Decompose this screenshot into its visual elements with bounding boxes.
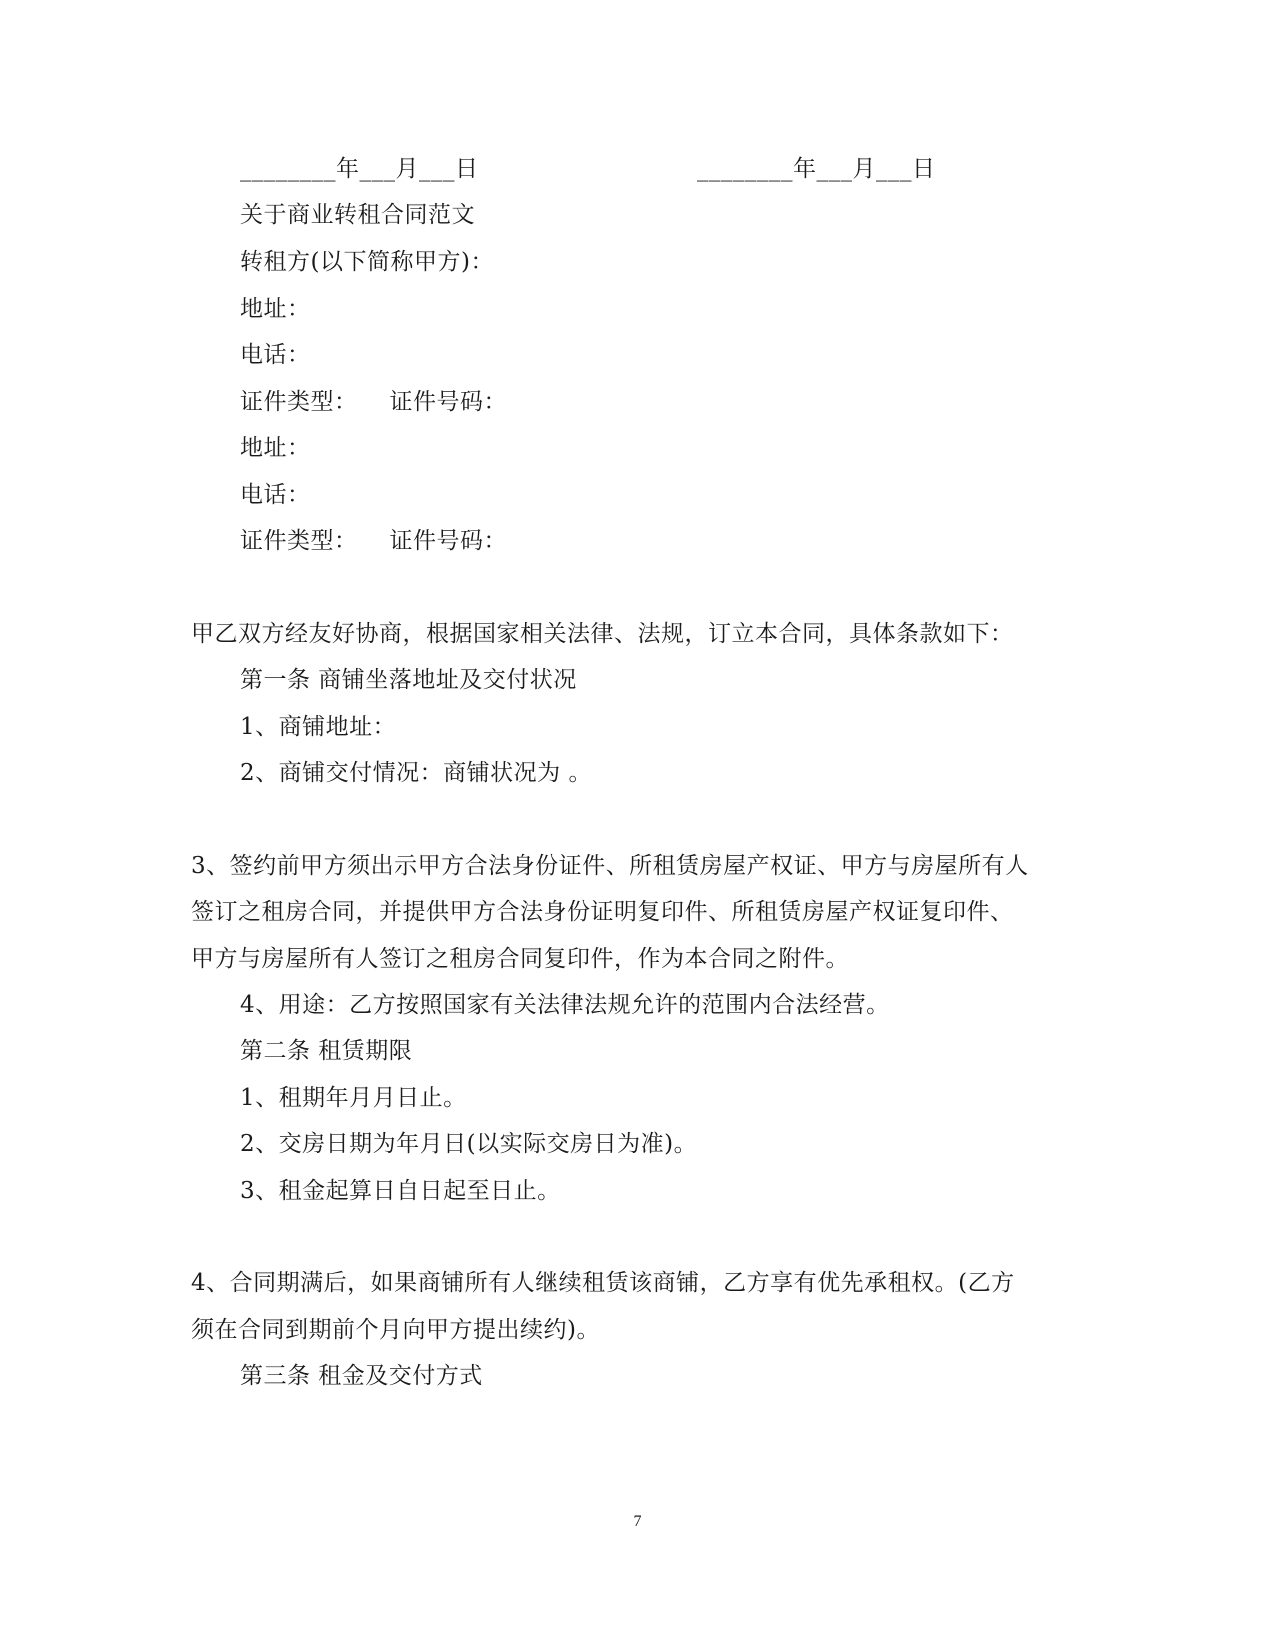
article2-heading: 第二条 租赁期限 xyxy=(240,1038,413,1064)
article2-item2: 2、交房日期为年月日(以实际交房日为准)。 xyxy=(240,1131,698,1157)
date-line-right xyxy=(697,154,936,184)
party-a-id-line xyxy=(240,387,507,417)
article1-item3-line3: 甲方与房屋所有人签订之租房合同复印件，作为本合同之附件。 xyxy=(191,946,849,972)
article2-item4-line2: 须在合同到期前个月向甲方提出续约)。 xyxy=(191,1317,600,1343)
party-b-id-number: 证件号码： xyxy=(389,528,507,554)
article1-item3-line2: 签订之租房合同，并提供甲方合法身份证明复印件、所租赁房屋产权证复印件、 xyxy=(191,899,1014,925)
party-b-address: 地址： xyxy=(240,435,311,461)
party-a-address: 地址： xyxy=(240,296,311,322)
party-b-id-line xyxy=(240,526,507,556)
page-number: 7 xyxy=(633,1513,642,1530)
party-a-id-type: 证件类型： xyxy=(240,389,358,415)
date-line xyxy=(240,154,479,184)
party-b-phone: 电话： xyxy=(240,482,311,508)
party-a-id-number: 证件号码： xyxy=(389,389,507,415)
article1-item3-line1: 3、签约前甲方须出示甲方合法身份证件、所租赁房屋产权证、甲方与房屋所有人 xyxy=(191,853,1029,879)
date-left: ________年___月___日 xyxy=(240,156,479,182)
preamble: 甲乙双方经友好协商，根据国家相关法律、法规，订立本合同，具体条款如下： xyxy=(191,621,1014,647)
date-right: ________年___月___日 xyxy=(697,156,936,182)
document-title: 关于商业转租合同范文 xyxy=(240,202,475,228)
party-b-id-type: 证件类型： xyxy=(240,528,358,554)
party-a-phone: 电话： xyxy=(240,342,311,368)
party-a-line: 转租方(以下简称甲方)： xyxy=(240,249,494,275)
article2-item3: 3、租金起算日自日起至日止。 xyxy=(240,1178,561,1204)
article1-item2: 2、商铺交付情况：商铺状况为 。 xyxy=(240,760,592,786)
article2-item1: 1、租期年月月日止。 xyxy=(240,1085,467,1111)
article3-heading: 第三条 租金及交付方式 xyxy=(240,1363,483,1389)
article1-heading: 第一条 商铺坐落地址及交付状况 xyxy=(240,667,577,693)
article1-item4: 4、用途：乙方按照国家有关法律法规允许的范围内合法经营。 xyxy=(240,992,890,1018)
article2-item4-line1: 4、合同期满后，如果商铺所有人继续租赁该商铺，乙方享有优先承租权。(乙方 xyxy=(191,1270,1015,1296)
article1-item1: 1、商铺地址： xyxy=(240,714,397,740)
